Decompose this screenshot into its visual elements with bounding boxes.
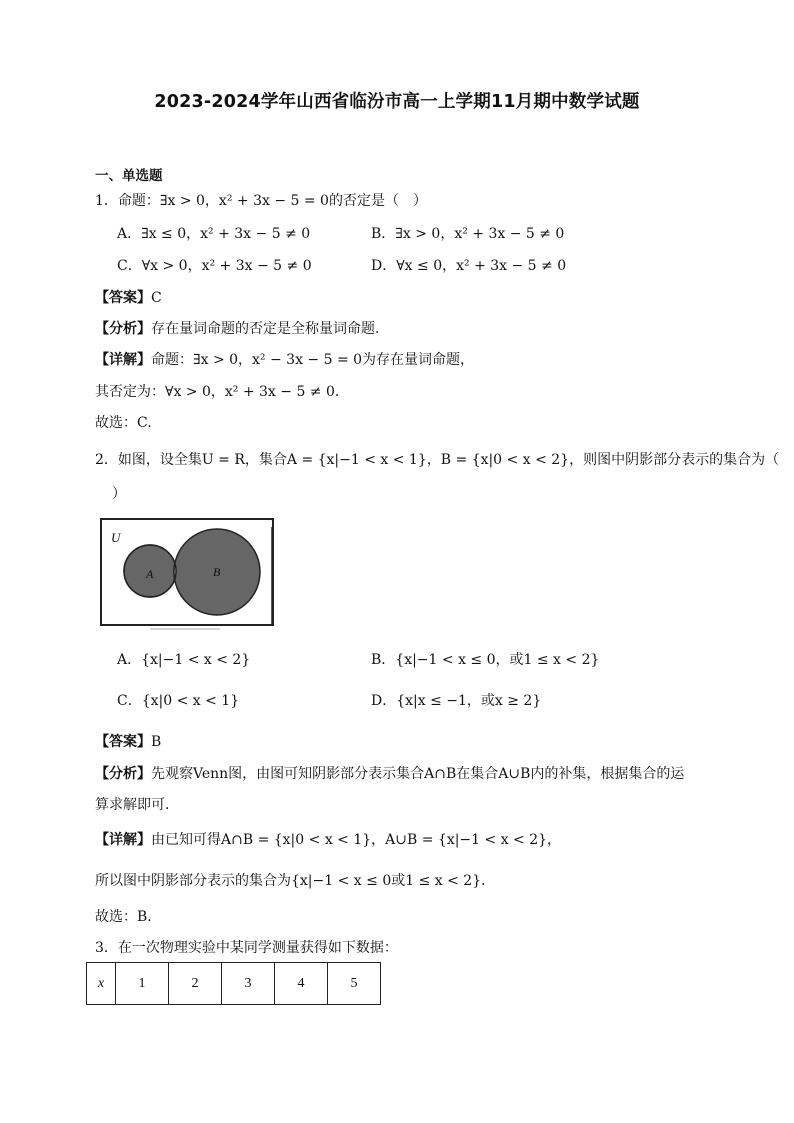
analysis-label: 【分析】 xyxy=(95,321,151,337)
q1-option-a: A．∃x ≤ 0，x² + 3x − 5 ≠ 0 xyxy=(117,226,311,242)
q1-option-d: D．∀x ≤ 0，x² + 3x − 5 ≠ 0 xyxy=(371,258,567,274)
q1-answer-row xyxy=(95,287,162,307)
table-row xyxy=(87,963,381,1005)
q1-choice: 故选：C. xyxy=(95,415,152,431)
table-header-cell: x xyxy=(87,963,116,1005)
q2-answer-row xyxy=(95,731,161,751)
q3-data-table xyxy=(86,962,381,1005)
q1-analysis-row xyxy=(95,318,379,338)
q2-analysis: 先观察Venn图，由图可知阴影部分表示集合A∩B在集合A∪B内的补集，根据集合的运 xyxy=(151,766,685,782)
q2-option-d: D．{x|x ≤ −1，或x ≥ 2} xyxy=(371,693,542,709)
q2-analysis-row xyxy=(95,763,684,783)
table-cell: 5 xyxy=(328,963,381,1005)
q1-detail: 命题：∃x > 0，x² − 3x − 5 = 0为存在量词命题， xyxy=(151,352,475,368)
q2-detail: 由已知可得A∩B = {x|0 < x < 1}，A∪B = {x|−1 < x < 2}， xyxy=(151,832,562,848)
q2-analysis-2: 算求解即可． xyxy=(95,797,179,813)
q2-stem-tail: ） xyxy=(112,486,126,502)
venn-diagram-svg xyxy=(100,517,276,630)
q1-option-c: C．∀x > 0，x² + 3x − 5 ≠ 0 xyxy=(117,258,312,274)
q1-option-b: B．∃x > 0，x² + 3x − 5 ≠ 0 xyxy=(371,226,565,242)
q2-stem: 2．如图，设全集U = R，集合A = {x|−1 < x < 1}，B = {x|0 < x < 2}，则图中阴影部分表示的集合为（ xyxy=(95,452,780,468)
table-cell: 2 xyxy=(169,963,222,1005)
q1-detail-2: 其否定为：∀x > 0，x² + 3x − 5 ≠ 0． xyxy=(95,384,349,400)
detail-label: 【详解】 xyxy=(95,832,151,848)
table-cell: 4 xyxy=(275,963,328,1005)
q2-detail-2: 所以图中阴影部分表示的集合为{x|−1 < x ≤ 0或1 ≤ x < 2}． xyxy=(95,873,496,889)
page-title: 2023-2024学年山西省临汾市高一上学期11月期中数学试题 xyxy=(154,92,640,112)
q2-option-a: A．{x|−1 < x < 2} xyxy=(117,652,251,668)
table-cell: 1 xyxy=(116,963,169,1005)
q1-detail-row xyxy=(95,349,474,369)
venn-label-b: B xyxy=(213,565,221,579)
analysis-label: 【分析】 xyxy=(95,766,151,782)
q2-option-b: B．{x|−1 < x ≤ 0，或1 ≤ x < 2} xyxy=(371,652,600,668)
venn-diagram xyxy=(100,517,276,630)
section-heading: 一、单选题 xyxy=(95,168,163,184)
q2-detail-row xyxy=(95,829,561,849)
q3-stem: 3．在一次物理实验中某同学测量获得如下数据： xyxy=(95,940,398,956)
table-cell: 3 xyxy=(222,963,275,1005)
q1-analysis: 存在量词命题的否定是全称量词命题. xyxy=(151,321,380,337)
answer-label: 【答案】 xyxy=(95,290,151,306)
venn-label-u: U xyxy=(111,530,121,545)
q2-choice: 故选：B. xyxy=(95,909,152,925)
q2-answer: B xyxy=(151,734,162,750)
detail-label: 【详解】 xyxy=(95,352,151,368)
q1-stem: 1．命题：∃x > 0，x² + 3x − 5 = 0的否定是（ ） xyxy=(95,193,427,209)
venn-label-a: A xyxy=(146,567,154,581)
q2-option-c: C．{x|0 < x < 1} xyxy=(117,693,240,709)
q1-answer: C xyxy=(151,290,162,306)
answer-label: 【答案】 xyxy=(95,734,151,750)
